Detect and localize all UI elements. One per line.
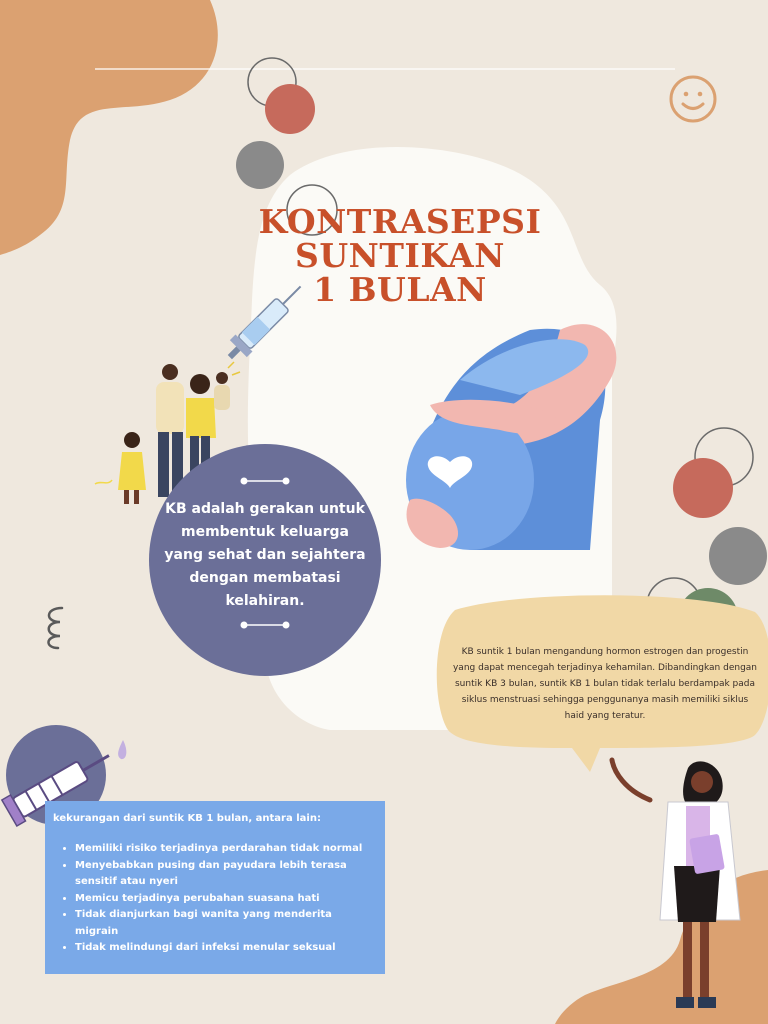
- title-line-3: 1 BULAN: [313, 270, 487, 309]
- list-item: • Memicu terjadinya perubahan suasana hati: [75, 891, 375, 908]
- title-line-2: SUNTIKAN: [295, 236, 505, 275]
- list-item: • Menyebabkan pusing dan payudara lebih terasa sensitif atau nyeri: [75, 858, 375, 891]
- title-line-1: KONTRASEPSI: [258, 202, 542, 241]
- list-item: • Memiliki risiko terjadinya perdarahan tidak normal: [75, 841, 375, 858]
- speech-bubble-text: KB suntik 1 bulan mengandung hormon estrogen dan progestin yang dapat mencegah terjadinya kehamilan. Dibandingkan dengan suntik KB 3 bulan, suntik KB 1 bulan tidak terlalu berdampak pada siklus menstruasi sehingga penggunanya masih memiliki siklus haid yang teratur.: [452, 647, 758, 721]
- red-dot: [673, 458, 733, 518]
- red-dot: [265, 84, 315, 134]
- drawbacks-list: [55, 841, 375, 957]
- orange-blob-top-left: [0, 0, 218, 255]
- kb-definition-text: KB adalah gerakan untuk membentuk keluarga yang sehat dan sejahtera dengan membatasi kelahiran.: [164, 501, 366, 609]
- list-item: • Tidak dianjurkan bagi wanita yang menderita migrain: [75, 907, 375, 940]
- drawbacks-intro: kekurangan dari suntik KB 1 bulan, antara lain:: [53, 813, 321, 824]
- smiley-icon: [671, 77, 715, 121]
- gray-dot: [236, 141, 284, 189]
- gray-dot: [709, 527, 767, 585]
- spring-icon: [48, 608, 62, 648]
- drawbacks-box: [45, 801, 385, 974]
- list-item: • Tidak melindungi dari infeksi menular seksual: [75, 940, 375, 957]
- droplet: [118, 740, 126, 759]
- page-title: [200, 202, 600, 309]
